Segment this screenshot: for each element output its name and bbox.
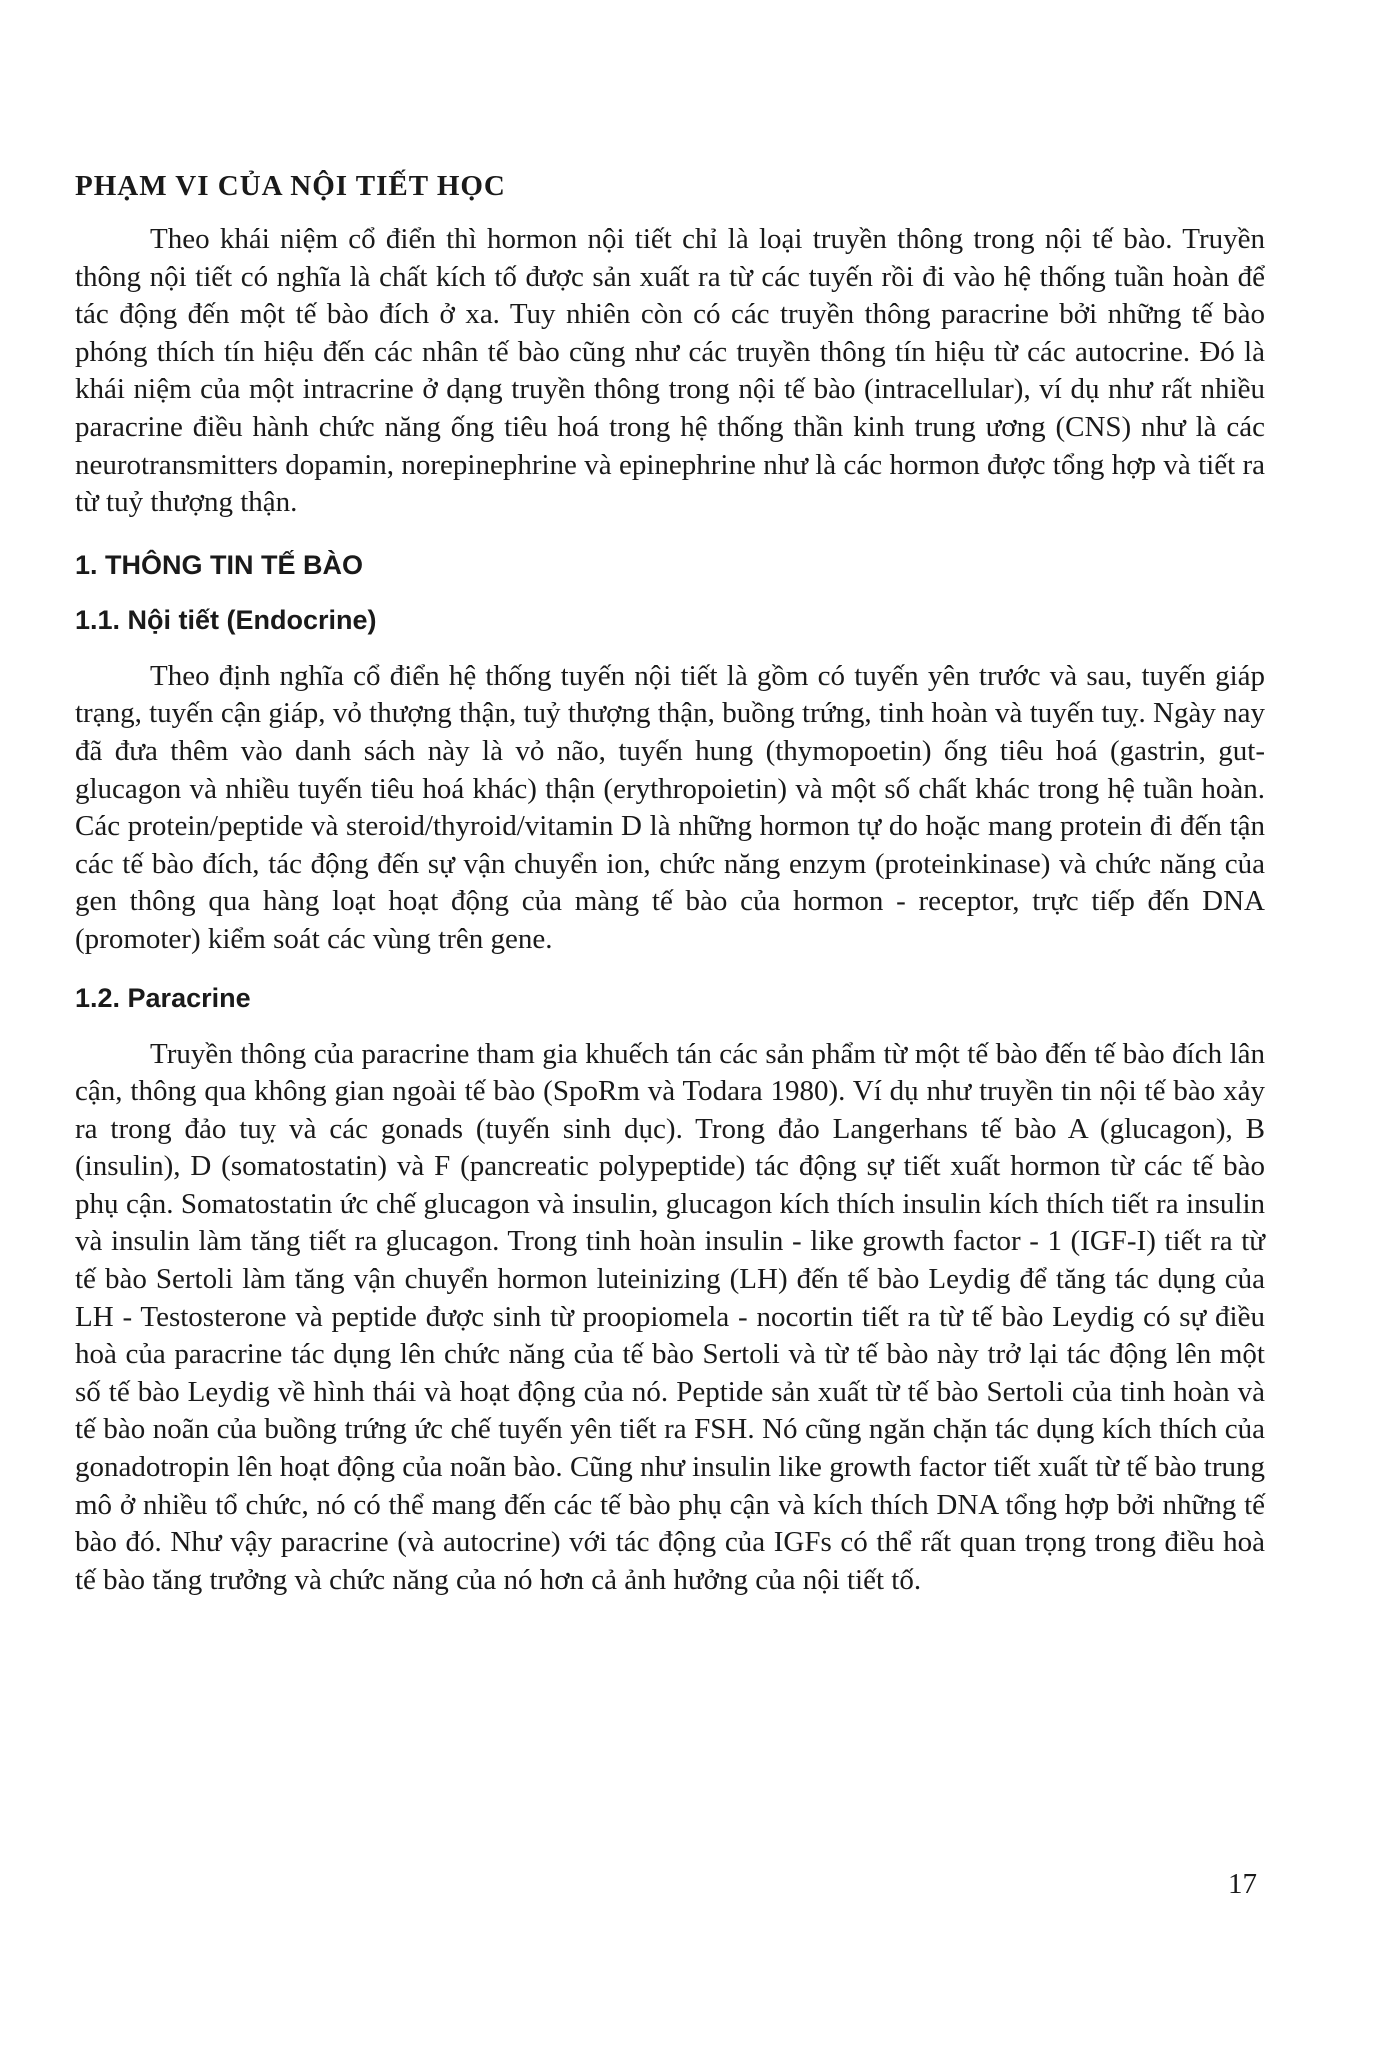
endocrine-paragraph: Theo định nghĩa cổ điển hệ thống tuyến nội tiết là gồm có tuyến yên trước và sau, tuyến giáp trạng, tuyến cận giáp, vỏ thượng thận, tuỷ thượng thận, buồng trứng, tinh hoàn và tuyến tuỵ. Ngày nay đã đưa thêm vào danh sách này là vỏ não, tuyến hung (thymopoetin) ống tiêu hoá (gastrin, gut-glucagon và nhiều tuyến tiêu hoá khác) thận (erythropoietin) và một số chất khác trong hệ tuần hoàn. Các protein/peptide và steroid/thyroid/vitamin D là những hormon tự do hoặc mang protein đi đến tận các tế bào đích, tác động đến sự vận chuyển ion, chức năng enzym (proteinkinase) và chức năng của gen thông qua hàng loạt hoạt động của màng tế bào của hormon - receptor, trực tiếp đến DNA (promoter) kiểm soát các vùng trên gene. bbox=[75, 659, 1265, 955]
subsection-heading-endocrine: 1.1. Nội tiết (Endocrine) bbox=[75, 604, 377, 635]
subsection-heading-paracrine: 1.2. Paracrine bbox=[75, 982, 251, 1013]
section-heading-1: 1. THÔNG TIN TẾ BÀO bbox=[75, 549, 364, 580]
paracrine-paragraph: Truyền thông của paracrine tham gia khuếch tán các sản phẩm từ một tế bào đến tế bào đích lân cận, thông qua không gian ngoài tế bào (SpoRm và Todara 1980). Ví dụ như truyền tin nội tế bào xảy ra trong đảo tuỵ và các gonads (tuyến sinh dục). Trong đảo Langerhans tế bào A (glucagon), B (insulin), D (somatostatin) và F (pancreatic polypeptide) tác động sự tiết xuất hormon từ các tế bào phụ cận. Somatostatin ức chế glucagon và insulin, glucagon kích thích insulin kích thích tiết ra insulin và insulin làm tăng tiết ra glucagon. Trong tinh hoàn insulin - like growth factor - 1 (IGF-I) tiết ra từ tế bào Sertoli làm tăng vận chuyển hormon luteinizing (LH) đến tế bào Leydig để tăng tác dụng của LH - Testosterone và peptide được sinh từ proopiomela - nocortin tiết ra từ tế bào Leydig có sự điều hoà của paracrine tác dụng lên chức năng của tế bào Sertoli và từ tế bào này trở lại tác động lên một số tế bào Leydig về hình thái và hoạt động của nó. Peptide sản xuất từ tế bào Sertoli của tinh hoàn và tế bào noãn của buồng trứng ức chế tuyến yên tiết ra FSH. Nó cũng ngăn chặn tác dụng kích thích của gonadotropin lên hoạt động của noãn bào. Cũng như insulin like growth factor tiết xuất từ tế bào trung mô ở nhiều tổ chức, nó có thể mang đến các tế bào phụ cận và kích thích DNA tổng hợp bởi những tế bào đó. Như vậy paracrine (và autocrine) với tác động của IGFs có thể rất quan trọng trong điều hoà tế bào tăng trưởng và chức năng của nó hơn cả ảnh hưởng của nội tiết tố. bbox=[75, 1037, 1265, 1596]
intro-paragraph: Theo khái niệm cổ điển thì hormon nội tiết chỉ là loại truyền thông trong nội tế bào. Truyền thông nội tiết có nghĩa là chất kích tố được sản xuất ra từ các tuyến rồi đi vào hệ thống tuần hoàn để tác động đến một tế bào đích ở xa. Tuy nhiên còn có các truyền thông paracrine bởi những tế bào phóng thích tín hiệu đến các nhân tế bào cũng như các truyền thông tín hiệu từ các autocrine. Đó là khái niệm của một intracrine ở dạng truyền thông trong nội tế bào (intracellular), ví dụ như rất nhiều paracrine điều hành chức năng ống tiêu hoá trong hệ thống thần kinh trung ương (CNS) như là các neurotransmitters dopamin, norepinephrine và epinephrine như là các hormon được tổng hợp và tiết ra từ tuỷ thượng thận. bbox=[75, 223, 1265, 519]
page-content bbox=[75, 170, 1265, 1599]
page-number: 17 bbox=[1228, 1868, 1257, 1900]
page-title: PHẠM VI CỦA NỘI TIẾT HỌC bbox=[75, 170, 506, 202]
